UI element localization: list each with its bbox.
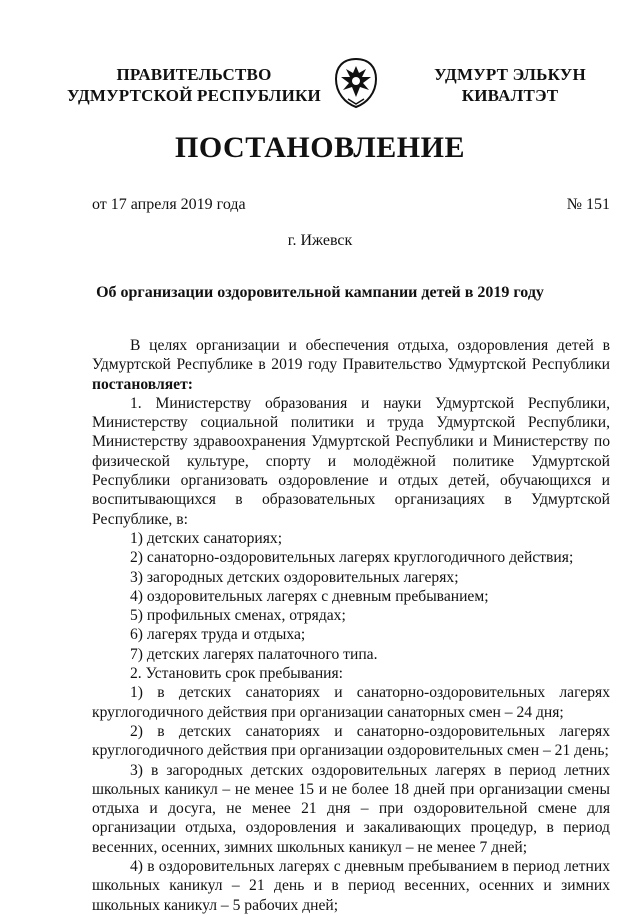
government-name-udmurt-line-1: УДМУРТ ЭЛЬКУН	[434, 65, 586, 84]
list-item: 4) оздоровительных лагерях с дневным пребыванием;	[130, 587, 489, 605]
udmurt-emblem-icon	[331, 57, 381, 109]
paragraph-2: 2. Установить срок пребывания:	[130, 665, 344, 683]
paragraph-1: 1. Министерству образования и науки Удмуртской Республики, Министерству социальной политики и труда Удмуртской Республики, Министерству здравоохранения Удмуртской Республики и Министерству по физической культуре, спорту и молодёжной политике Удмуртской Республики организовать оздоровление и отдых детей, обучающихся и воспитывающихся в образовательных организациях в Удмуртской Республике, в:	[92, 394, 610, 528]
government-name-udmurt	[410, 64, 610, 106]
document-number: № 151	[566, 196, 610, 213]
list-item: 2) санаторно-оздоровительных лагерях круглогодичного действия;	[130, 549, 574, 567]
document-heading: Об организации оздоровительной кампании детей в 2019 году	[96, 284, 544, 301]
list-item: 1) в детских санаториях и санаторно-оздоровительных лагерях круглогодичного действия при организации санаторных смен – 24 дня;	[92, 684, 610, 721]
government-name-russian	[64, 64, 324, 106]
intro-text: В целях организации и обеспечения отдыха, оздоровления детей в Удмуртской Республике в 2019 году Правительство Удмуртской Республики	[92, 337, 610, 374]
list-item: 4) в оздоровительных лагерях с дневным пребыванием в период летних школьных каникул – 21 день и в период весенних, осенних и зимних школьных каникул – 5 рабочих дней;	[92, 858, 610, 914]
government-name-line-1: ПРАВИТЕЛЬСТВО	[116, 65, 272, 84]
list-item: 6) лагерях труда и отдыха;	[130, 626, 306, 644]
list-item: 3) загородных детских оздоровительных лагерях;	[130, 568, 459, 586]
list-item: 7) детских лагерях палаточного типа.	[130, 645, 378, 663]
list-item: 5) профильных сменах, отрядах;	[130, 607, 346, 625]
government-name-udmurt-line-2: КИВАЛТЭТ	[461, 86, 559, 105]
list-item: 1) детских санаториях;	[130, 529, 283, 547]
list-item: 3) в загородных детских оздоровительных лагерях в период летних школьных каникул – не менее 15 и не более 18 дней при организации смены отдыха и досуга, не менее 21 дня – при оздоровительной смене для организации отдыха, оздоровления и закаливающих процедур, в период весенних, осенних, зимних школьных каникул – не менее 7 дней;	[92, 761, 610, 856]
document-title: ПОСТАНОВЛЕНИЕ	[175, 131, 465, 164]
document-city: г. Ижевск	[287, 232, 353, 249]
document-date: от 17 апреля 2019 года	[92, 196, 246, 213]
intro-paragraph	[92, 336, 610, 394]
list-item: 2) в детских санаториях и санаторно-оздоровительных лагерях круглогодичного действия при организации оздоровительных смен – 21 день;	[92, 722, 610, 760]
intro-decree-word: постановляет:	[92, 375, 193, 393]
document-body	[92, 336, 610, 915]
government-name-line-2: УДМУРТСКОЙ РЕСПУБЛИКИ	[67, 86, 321, 105]
